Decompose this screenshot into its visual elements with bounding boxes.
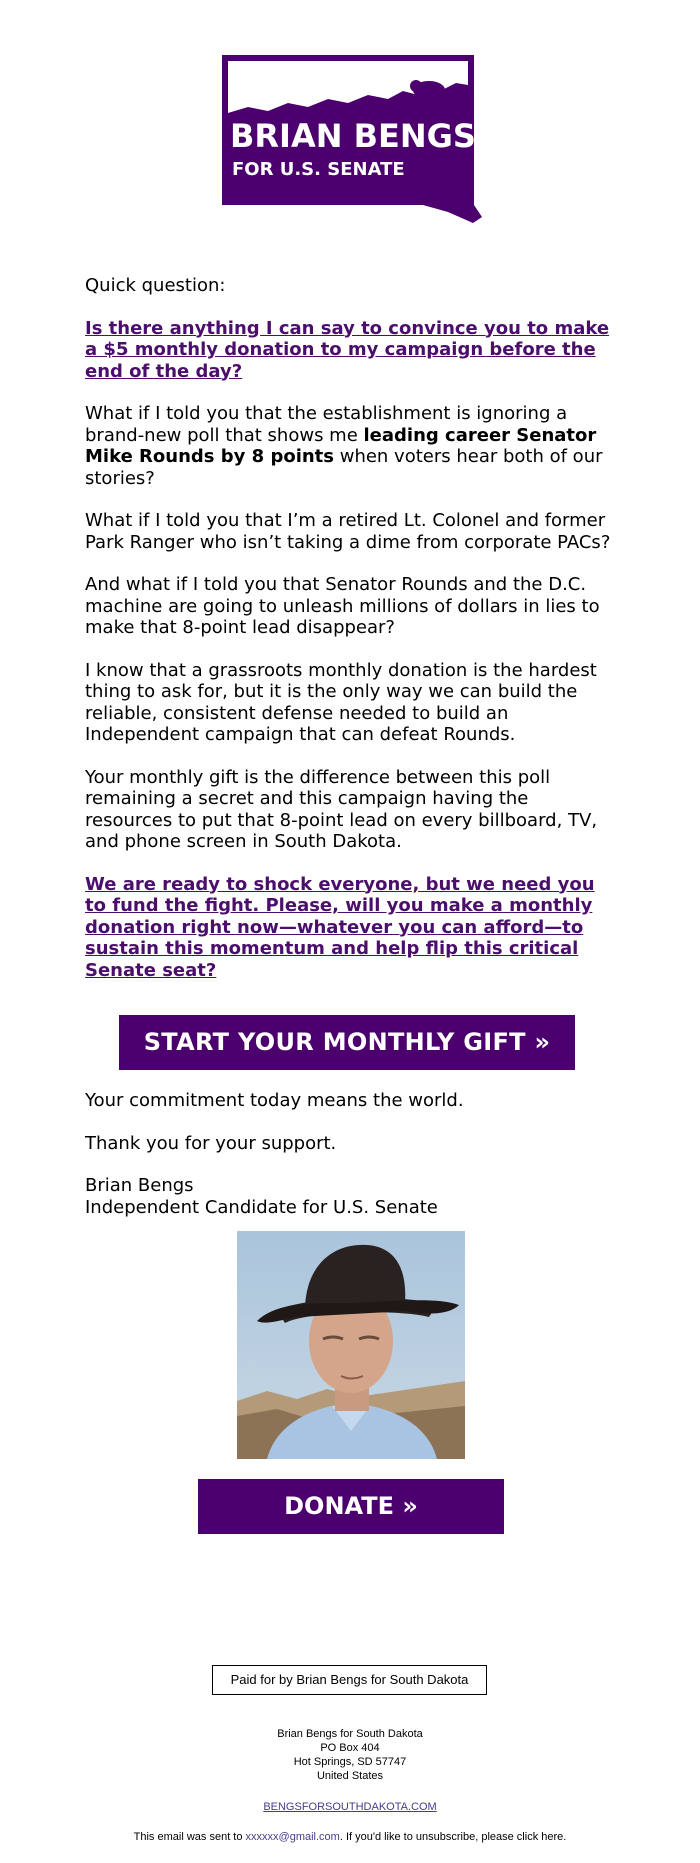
commitment-text: Your commitment today means the world. [85,1090,464,1111]
address-org: Brian Bengs for South Dakota [277,1728,423,1740]
paid-for-disclaimer: Paid for by Brian Bengs for South Dakota [212,1665,487,1695]
unsubscribe-link[interactable]: here [541,1831,564,1843]
south-dakota-logo-icon [218,55,482,223]
greeting: Quick question: [85,275,226,296]
thanks-text: Thank you for your support. [85,1132,337,1154]
address-po-box: PO Box 404 [320,1742,380,1754]
unsubscribe-line [0,1831,700,1843]
poll-text-end: when voters hear both of our stories? [85,446,603,489]
poll-text-bold: leading career Senator Mike Rounds by 8 points [85,424,597,467]
sent-mid: . If you'd like to unsubscribe, please click [339,1831,542,1843]
signature-title: Independent Candidate for U.S. Senate [85,1196,438,1218]
start-monthly-gift-button[interactable]: START YOUR MONTHLY GIFT » [119,1015,575,1070]
logo-line2: FOR U.S. SENATE [232,159,405,180]
sent-prefix: This email was sent to [133,1831,246,1843]
logo-line1: BRIAN BENGS [230,117,476,155]
address-city: Hot Springs, SD 57747 [293,1756,407,1768]
website-link[interactable]: BENGSFORSOUTHDAKOTA.COM [263,1801,437,1813]
poll-text-start: What if I told you that the establishment is ignoring a brand-new poll that shows me [85,403,568,446]
paragraph-veteran: What if I told you that I’m a retired Lt. Colonel and former Park Ranger who isn’t taking a dime from corporate PACs? [85,510,611,553]
candidate-photo [237,1231,465,1459]
paragraph-grassroots: I know that a grassroots monthly donation is the hardest thing to ask for, but it is the only way we can build the reliable, consistent defense needed to build an Independent campaign that can defeat Rounds. [85,659,597,745]
paragraph-poll [85,403,615,489]
recipient-email-link[interactable]: xxxxxx@gmail.com [245,1831,340,1843]
paragraph-lies: And what if I told you that Senator Rounds and the D.C. machine are going to unleash millions of dollars in lies to make that 8-point lead disappear? [85,574,600,638]
ask-link[interactable]: Is there anything I can say to convince you to make a $5 monthly donation to my campaign before the end of the day? [85,317,610,382]
address-country: United States [316,1770,384,1782]
sent-end: . [563,1831,567,1843]
email-body [85,275,615,1002]
donate-button[interactable]: DONATE » [198,1479,504,1534]
paragraph-gift: Your monthly gift is the difference between this poll remaining a secret and this campaign having the resources to put that 8-point lead on every billboard, TV, and phone screen in South Dakota. [85,766,598,852]
website-link-row [0,1801,700,1813]
campaign-logo [218,55,482,223]
cta-link[interactable]: We are ready to shock everyone, but we need you to fund the fight. Please, will you make a monthly donation right now—whatever you can afford—to sustain this momentum and help flip this critical Senate seat? [85,873,595,981]
mailing-address [0,1727,700,1783]
signature [85,1175,615,1218]
closing-section [85,1090,615,1239]
signature-name: Brian Bengs [85,1175,194,1196]
